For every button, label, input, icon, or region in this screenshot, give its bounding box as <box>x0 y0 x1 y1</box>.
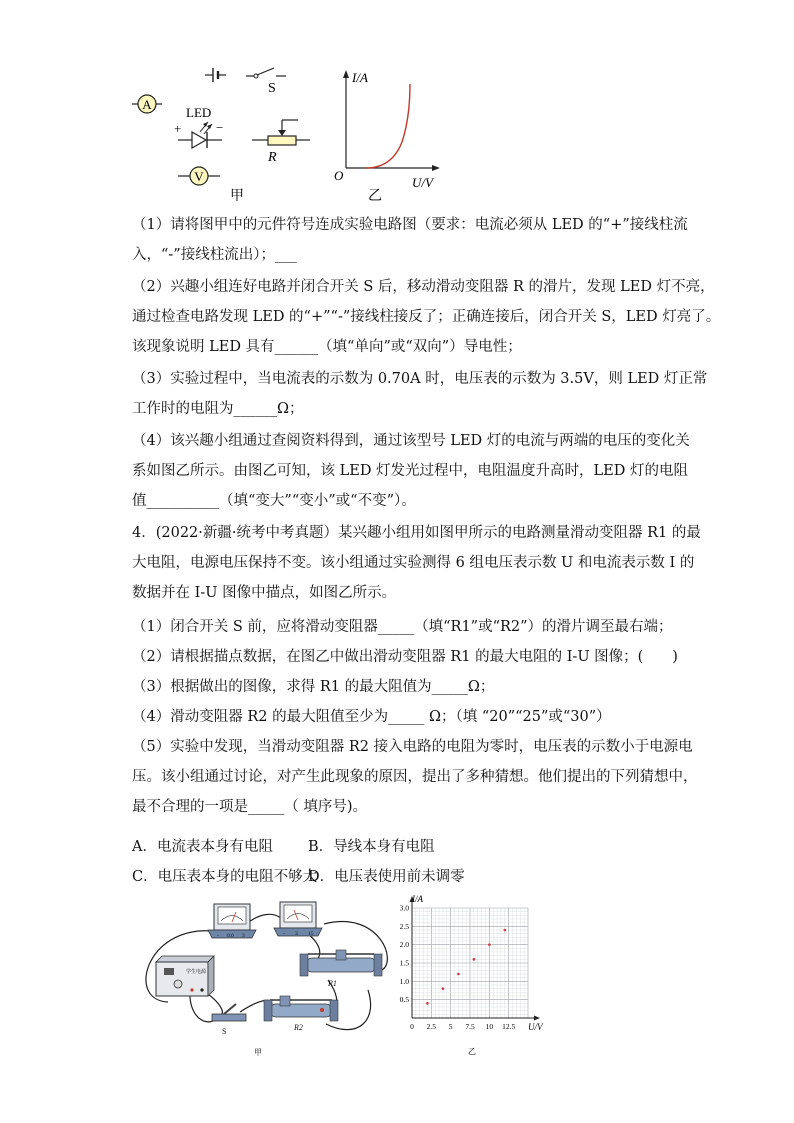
rheostat-r1 <box>300 950 382 988</box>
q3-part2 <box>132 272 721 362</box>
q4-options <box>132 832 672 892</box>
r2-device-label: R2 <box>294 1023 303 1032</box>
chart-x-label: U/V <box>528 1022 543 1032</box>
y-tick-label: 1.5 <box>399 958 409 968</box>
y-tick-label: 3.0 <box>399 903 409 913</box>
q4-stem-line2: 大电阻，电源电压保持不变。该小组通过实验测得 6 组电压表示数 U 和电流表示数 I 的 <box>132 555 695 571</box>
x-tick-label: 5 <box>448 1022 453 1031</box>
q3-p4-line1: （4）该兴趣小组通过查阅资料得到，通过该型号 LED 灯的电流与两端的电压的变化关 <box>132 433 690 449</box>
q4-part5-line1: （5）实验中发现，当滑动变阻器 R2 接入电路的电阻为零时，电压表的示数小于电源电 <box>132 739 693 755</box>
q4-stem <box>132 518 701 608</box>
caption-yi-bottom: 乙 <box>468 1047 476 1056</box>
power-supply <box>156 956 214 996</box>
voltmeter-letter: V <box>194 169 204 184</box>
circuit-photo <box>128 890 398 1065</box>
caption-jia-top: 甲 <box>230 189 244 204</box>
voltmeter-symbol <box>178 167 220 185</box>
led-minus: − <box>216 120 224 135</box>
q3-p2-line2: 通过检查电路发现 LED 的“+”“-”接线柱接反了；正确连接后，闭合开关 S，LED 灯亮了。 <box>132 309 721 325</box>
caption-yi-top: 乙 <box>368 189 382 204</box>
q3-part3 <box>132 364 708 424</box>
data-point <box>504 929 507 932</box>
q4-stem-line1: 4．(2022·新疆·统考中考真题）某兴趣小组用如图甲所示的电路测量滑动变阻器 R1 的最 <box>132 525 701 541</box>
data-point <box>426 1002 429 1005</box>
q4-parts <box>132 612 698 822</box>
q3-p2-line3: 该现象说明 LED 具有______（填“单向”或“双向”）导电性； <box>132 339 522 355</box>
q3-p2-line1: （2）兴趣小组连好电路并闭合开关 S 后，移动滑动变阻器 R 的滑片，发现 LED 灯不亮， <box>132 279 715 295</box>
graph-origin: O <box>334 168 344 183</box>
iu-chart <box>392 888 552 1063</box>
led-label: LED <box>186 105 212 120</box>
q4-part3: （3）根据做出的图像，求得 R1 的最大阻值为_____Ω； <box>132 679 495 695</box>
caption-jia-bottom: 甲 <box>254 1048 262 1057</box>
y-tick-label: 0.5 <box>399 995 409 1005</box>
option-c: C．电压表本身的电阻不够大 <box>132 869 318 885</box>
battery-symbol <box>205 68 226 82</box>
q4-part2: （2）请根据描点数据，在图乙中做出滑动变阻器 R1 的最大电阻的 I-U 图像；( ) <box>132 649 678 665</box>
q4-part5-line2: 压。该小组通过讨论，对产生此现象的原因，提出了多种猜想。他们提出的下列猜想中， <box>132 769 698 785</box>
x-tick-label: 12.5 <box>502 1022 516 1031</box>
graph-y-label: I/A <box>352 70 368 85</box>
ammeter-device <box>208 904 256 939</box>
q4-stem-line3: 数据并在 I-U 图像中描点，如图乙所示。 <box>132 585 397 601</box>
chart-y-label: I/A <box>412 894 423 904</box>
y-tick-label: 2.0 <box>399 940 409 950</box>
data-point <box>473 958 476 961</box>
x-tick-label: 2.5 <box>426 1022 437 1031</box>
x-axis-arrow <box>534 1016 540 1021</box>
q4-part4: （4）滑动变阻器 R2 的最大阻值至少为_____ Ω；（填 “20”“25”或“30”） <box>132 709 611 725</box>
x-tick-label: 0 <box>410 1022 414 1031</box>
graph-x-label: U/V <box>412 175 433 190</box>
q3-p3-line1: （3）实验过程中，当电流表的示数为 0.70A 时，电压表的示数为 3.5V，则 LED 灯正常 <box>132 371 708 387</box>
led-symbol <box>174 105 223 148</box>
q3-p1-line2: 入，“-”接线柱流出）；___ <box>132 247 297 263</box>
ammeter-term-2: 0.6 <box>227 933 234 939</box>
q3-p1-line1: （1）请将图甲中的元件符号连成实验电路图（要求：电流必须从 LED 的“+”接线柱流 <box>132 217 688 233</box>
switch-device-label: S <box>222 1027 227 1036</box>
data-point <box>488 943 491 946</box>
rheostat-symbol <box>252 120 310 165</box>
knife-switch <box>212 1004 246 1036</box>
q3-p4-line2: 系如图乙所示。由图乙可知，该 LED 灯发光过程中，电阻温度升高时，LED 灯的电阻 <box>132 463 689 479</box>
voltmeter-term-1: - <box>283 931 285 937</box>
y-tick-label: 2.5 <box>399 921 409 931</box>
power-label: 学生电源 <box>186 970 207 975</box>
led-iu-graph <box>334 70 440 204</box>
switch-letter: S <box>268 81 276 96</box>
led-plus: + <box>174 121 182 136</box>
x-tick-label: 7.5 <box>465 1022 475 1031</box>
rheostat-r2 <box>264 996 338 1032</box>
voltmeter-term-3: 15 <box>308 931 314 937</box>
x-tick-label: 10 <box>485 1022 494 1031</box>
y-tick-label: 1.0 <box>399 976 409 986</box>
q3-part1 <box>132 210 688 270</box>
option-a: A．电流表本身有电阻 <box>132 839 273 855</box>
ammeter-term-3: 3 <box>242 933 245 939</box>
ammeter-term-1: - <box>217 933 219 939</box>
q3-p3-line2: 工作时的电阻为______Ω； <box>132 401 304 417</box>
q4-part5-line3: 最不合理的一项是_____（ 填序号)。 <box>132 799 368 815</box>
option-b: B．导线本身有电阻 <box>308 839 435 855</box>
q3-part4 <box>132 426 690 516</box>
r1-device-label: R1 <box>328 979 337 988</box>
data-point <box>442 987 445 990</box>
voltmeter-term-2: 3 <box>295 931 298 937</box>
rheostat-letter: R <box>268 150 277 165</box>
chart-grid <box>412 908 528 1018</box>
data-point <box>457 973 460 976</box>
ammeter-symbol <box>132 95 162 113</box>
ammeter-letter: A <box>142 97 152 112</box>
switch-symbol <box>246 68 286 96</box>
option-d: D．电压表使用前未调零 <box>308 869 465 885</box>
voltmeter-device <box>274 902 322 937</box>
q4-part1: （1）闭合开关 S 前，应将滑动变阻器_____（填“R1”或“R2”）的滑片调至最右端； <box>132 619 673 635</box>
q3-p4-line3: 值__________（填“变大”“变小”或“不变”）。 <box>132 493 416 509</box>
top-figure <box>130 60 470 210</box>
